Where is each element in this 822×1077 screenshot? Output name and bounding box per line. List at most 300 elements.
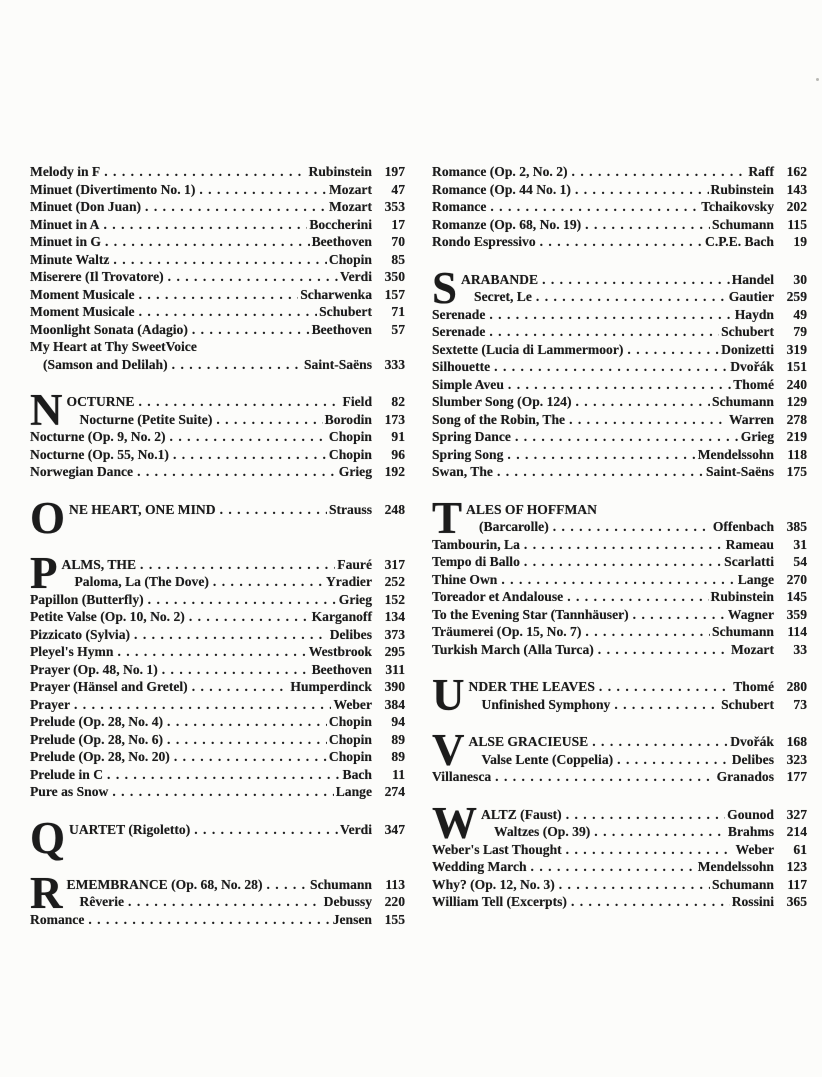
index-block	[432, 262, 807, 481]
entry-title: Minuet (Divertimento No. 1)	[30, 181, 196, 197]
index-entry-row	[30, 463, 405, 481]
entry-composer: Verdi	[340, 821, 372, 837]
index-entry-row	[432, 198, 807, 216]
entry-composer: Rameau	[725, 536, 774, 552]
entry-composer: Beethoven	[311, 321, 372, 337]
index-entry-row	[432, 233, 807, 251]
index-entry-row	[461, 271, 807, 289]
entry-title: Papillon (Butterfly)	[30, 591, 144, 607]
dot-leader	[139, 286, 299, 304]
dot-leader	[216, 411, 322, 429]
entry-page-number: 373	[384, 626, 405, 642]
dot-leader	[192, 321, 310, 339]
dot-leader	[575, 181, 709, 199]
dot-leader	[173, 446, 327, 464]
index-entry-row	[30, 731, 405, 749]
entry-page-number: 248	[384, 501, 405, 517]
entry-page-number: 73	[793, 696, 807, 712]
index-entry-row	[30, 303, 405, 321]
entry-title: Romance (Op. 2, No. 2)	[432, 164, 568, 179]
entry-composer: Delibes	[329, 626, 372, 642]
entry-composer: Weber	[735, 841, 774, 857]
entry-title: Moment Musicale	[30, 304, 135, 319]
index-entry-row	[432, 641, 807, 659]
section-dropcap-p: P	[30, 547, 57, 598]
entry-page-number: 390	[384, 679, 405, 694]
dot-leader	[515, 428, 739, 446]
entry-composer: Thomé	[733, 679, 774, 694]
entry-title: Prayer	[30, 696, 70, 712]
entry-page-number: 79	[793, 324, 807, 339]
entry-page-number: 259	[786, 289, 807, 304]
entry-page-number: 94	[391, 714, 405, 729]
entry-title: Nocturne (Petite Suite)	[79, 411, 213, 427]
index-entry-row	[67, 876, 406, 894]
dot-leader	[497, 463, 704, 481]
index-entry-row	[30, 661, 405, 679]
dot-leader	[542, 271, 730, 289]
entry-composer: Haydn	[734, 306, 774, 322]
section-dropcap-v: V	[432, 725, 464, 775]
index-entry-row	[432, 841, 807, 859]
dot-leader	[74, 696, 331, 714]
index-columns	[30, 163, 807, 948]
entry-page-number: 96	[391, 446, 405, 462]
index-block	[30, 867, 405, 929]
entry-page-number: 280	[786, 679, 807, 694]
entry-title: Valse Lente (Coppelia)	[481, 751, 614, 767]
entry-page-number: 54	[793, 554, 807, 569]
entry-title: Song of the Robin, The	[432, 411, 566, 427]
index-entry-row	[30, 338, 405, 356]
entry-title: Romance	[30, 911, 85, 927]
entry-composer: Beethoven	[311, 661, 372, 677]
entry-composer: Scharwenka	[300, 286, 372, 302]
entry-page-number: 152	[384, 591, 405, 607]
entry-title: Turkish March (Alla Turca)	[432, 641, 594, 657]
index-entry-row	[481, 823, 807, 841]
entry-composer: Offenbach	[712, 519, 774, 534]
index-entry-row	[432, 588, 807, 606]
entry-composer: Granados	[716, 769, 774, 784]
entry-title: Silhouette	[432, 359, 491, 374]
entry-title: Serenade	[432, 306, 486, 322]
entry-page-number: 365	[786, 894, 807, 909]
entry-composer: Mendelssohn	[697, 446, 774, 462]
entry-composer: Lange	[335, 784, 372, 799]
entry-composer: Schubert	[319, 304, 372, 319]
entry-page-number: 31	[793, 536, 807, 552]
dot-leader	[598, 641, 729, 659]
entry-title: Thine Own	[432, 571, 498, 587]
entry-title: Rêverie	[79, 894, 125, 909]
entry-title: Nocturne (Op. 55, No.1)	[30, 446, 169, 462]
entry-title: EMEMBRANCE (Op. 68, No. 28)	[66, 876, 263, 892]
entry-title: Träumerei (Op. 15, No. 7)	[432, 624, 582, 639]
entry-composer: Saint-Saëns	[706, 464, 774, 479]
entry-page-number: 118	[787, 446, 807, 462]
index-entry-row	[30, 766, 405, 784]
dot-leader	[167, 731, 327, 749]
entry-title: Moonlight Sonata (Adagio)	[30, 321, 188, 337]
entry-composer: Grieg	[338, 464, 372, 479]
dot-leader	[107, 766, 341, 784]
dot-leader	[168, 268, 338, 286]
entry-title: Sextette (Lucia di Lammermoor)	[432, 341, 624, 357]
entry-composer: Chopin	[328, 714, 372, 729]
entry-composer: Donizetti	[721, 341, 774, 357]
entry-page-number: 115	[787, 216, 807, 232]
entry-title: Romanze (Op. 68, No. 19)	[432, 216, 582, 232]
entry-page-number: 192	[384, 464, 405, 479]
entry-title: Slumber Song (Op. 124)	[432, 394, 572, 409]
index-entry-row	[466, 518, 807, 536]
index-entry-row	[432, 216, 807, 234]
dot-leader	[199, 181, 327, 199]
index-entry-row	[30, 216, 405, 234]
entry-composer: Schumann	[712, 624, 774, 639]
entry-page-number: 11	[392, 766, 405, 782]
entry-page-number: 327	[786, 806, 807, 822]
index-entry-row	[466, 501, 807, 519]
entry-composer: Rubinstein	[710, 181, 774, 197]
entry-page-number: 85	[391, 251, 405, 267]
entry-title: Villanesca	[432, 769, 492, 784]
entry-composer: Grieg	[338, 591, 372, 607]
entry-title: Tempo di Ballo	[432, 554, 520, 569]
dot-leader	[633, 606, 726, 624]
entry-page-number: 117	[787, 876, 807, 892]
index-entry-row	[30, 198, 405, 216]
entry-page-number: 295	[384, 644, 405, 659]
index-block	[432, 725, 807, 786]
dot-leader	[501, 571, 735, 589]
dot-leader	[567, 588, 708, 606]
section-dropcap-w: W	[432, 797, 476, 848]
dot-leader	[105, 233, 310, 251]
entry-title: Miserere (Il Trovatore)	[30, 269, 164, 284]
index-entry-row	[432, 446, 807, 464]
index-entry-row	[481, 806, 807, 824]
index-entry-row	[461, 288, 807, 306]
entry-title: Nocturne (Op. 9, No. 2)	[30, 429, 166, 444]
entry-page-number: 157	[384, 286, 405, 302]
entry-composer: Raff	[748, 164, 774, 179]
entry-title: Simple Aveu	[432, 376, 504, 392]
index-entry-row	[30, 446, 405, 464]
entry-title: Minuet in G	[30, 234, 101, 249]
entry-title: Toreador et Andalouse	[432, 589, 564, 604]
entry-title: Minuet in A	[30, 216, 100, 232]
dot-leader	[170, 428, 327, 446]
dot-leader	[490, 198, 699, 216]
index-block	[30, 492, 405, 543]
dot-leader	[572, 163, 747, 181]
index-entry-row	[432, 571, 807, 589]
index-entry-row	[432, 181, 807, 199]
dot-leader	[489, 306, 732, 324]
section-dropcap-t: T	[432, 492, 462, 543]
entry-page-number: 319	[786, 341, 807, 357]
entry-page-number: 252	[384, 574, 405, 589]
entry-composer: Scarlatti	[724, 554, 774, 569]
dot-leader	[104, 163, 306, 181]
dot-leader	[566, 806, 725, 824]
index-entry-row	[432, 893, 807, 911]
entry-page-number: 70	[391, 234, 405, 249]
index-entry-row	[432, 606, 807, 624]
entry-composer: Mozart	[328, 181, 372, 197]
entry-composer: Mozart	[328, 199, 372, 214]
entry-page-number: 57	[391, 321, 405, 337]
dot-leader	[531, 858, 696, 876]
entry-page-number: 71	[391, 304, 405, 319]
entry-title: Prelude in C	[30, 766, 104, 782]
index-column	[432, 163, 807, 948]
entry-page-number: 270	[786, 571, 807, 587]
index-block	[432, 797, 807, 911]
index-entry-row	[30, 428, 405, 446]
entry-page-number: 61	[793, 841, 807, 857]
dot-leader	[134, 626, 328, 644]
entry-title: ALMS, THE	[61, 556, 137, 572]
entry-composer: Schumann	[712, 394, 774, 409]
dot-leader	[128, 893, 322, 911]
entry-title: Wedding March	[432, 859, 527, 874]
index-entry-row	[62, 556, 406, 574]
entry-composer: Grieg	[740, 429, 774, 444]
index-entry-row	[30, 748, 405, 766]
entry-page-number: 219	[786, 429, 807, 444]
dot-leader	[174, 748, 327, 766]
entry-title: Romance (Op. 44 No. 1)	[432, 181, 571, 197]
entry-page-number: 317	[384, 556, 405, 572]
entry-page-number: 89	[391, 731, 405, 747]
dot-leader	[88, 911, 330, 929]
index-entry-row	[432, 323, 807, 341]
entry-page-number: 323	[786, 751, 807, 767]
index-entry-row	[432, 858, 807, 876]
index-entry-row	[432, 306, 807, 324]
dot-leader	[167, 713, 327, 731]
section-dropcap-r: R	[30, 867, 62, 918]
entry-composer: Delibes	[731, 751, 774, 767]
entry-composer: Beethoven	[311, 234, 372, 249]
entry-composer: Karganoff	[311, 609, 372, 624]
entry-composer: Mendelssohn	[697, 859, 774, 874]
index-entry-row	[30, 286, 405, 304]
dot-leader	[489, 323, 719, 341]
entry-title: Pizzicato (Sylvia)	[30, 626, 131, 642]
entry-title: Norwegian Dance	[30, 464, 134, 479]
entry-title: Petite Valse (Op. 10, No. 2)	[30, 609, 185, 624]
dot-leader	[524, 536, 724, 554]
index-entry-row	[432, 553, 807, 571]
entry-composer: Lange	[737, 571, 774, 587]
entry-title: Waltzes (Op. 39)	[494, 824, 591, 839]
entry-page-number: 82	[391, 394, 405, 409]
dot-leader	[140, 556, 335, 574]
entry-title: Prayer (Op. 48, No. 1)	[30, 661, 158, 677]
dot-leader	[194, 821, 338, 839]
index-entry-row	[432, 463, 807, 481]
entry-page-number: 173	[384, 411, 405, 427]
dot-leader	[162, 661, 310, 679]
entry-title: Unfinished Symphony	[481, 696, 611, 712]
index-block	[432, 163, 807, 251]
entry-composer: Handel	[731, 271, 774, 287]
dot-leader	[599, 678, 731, 696]
entry-composer: Wagner	[727, 606, 774, 622]
entry-page-number: 134	[384, 609, 405, 624]
entry-composer: Jensen	[332, 911, 372, 927]
index-block	[30, 385, 405, 481]
entry-composer: C.P.E. Bach	[705, 234, 774, 249]
section-dropcap-q: Q	[30, 812, 65, 863]
entry-page-number: 17	[391, 216, 405, 232]
index-entry-row	[432, 768, 807, 786]
entry-title: ALES OF HOFFMAN	[466, 501, 597, 517]
entry-page-number: 129	[786, 394, 807, 409]
index-entry-row	[432, 536, 807, 554]
index-block	[30, 163, 405, 373]
dot-leader	[220, 501, 327, 519]
entry-composer: Chopin	[328, 251, 372, 267]
dot-leader	[113, 251, 327, 269]
entry-page-number: 274	[384, 784, 405, 799]
entry-title: (Barcarolle)	[479, 519, 549, 534]
dot-leader	[585, 216, 710, 234]
entry-page-number: 385	[786, 519, 807, 534]
entry-composer: Debussy	[323, 894, 372, 909]
index-entry-row	[432, 411, 807, 429]
entry-title: Prelude (Op. 28, No. 20)	[30, 749, 170, 764]
entry-composer: Rubinstein	[710, 589, 774, 604]
entry-composer: Fauré	[337, 556, 372, 572]
index-entry-row	[67, 411, 406, 429]
dot-leader	[540, 233, 703, 251]
entry-composer: Chopin	[328, 731, 372, 747]
index-entry-row	[30, 321, 405, 339]
section-dropcap-o: O	[30, 492, 65, 543]
entry-page-number: 162	[786, 164, 807, 179]
index-entry-row	[432, 623, 807, 641]
index-entry-row	[432, 163, 807, 181]
entry-composer: Tchaikovsky	[701, 199, 774, 214]
entry-composer: Yradier	[325, 574, 372, 589]
entry-title: Minute Waltz	[30, 251, 110, 267]
index-entry-row	[30, 251, 405, 269]
index-entry-row	[30, 713, 405, 731]
entry-title: Rondo Espressivo	[432, 234, 536, 249]
dot-leader	[138, 393, 340, 411]
entry-title: NDER THE LEAVES	[468, 679, 595, 694]
dot-leader	[192, 678, 289, 696]
index-entry-row	[469, 733, 808, 751]
dot-leader	[553, 518, 711, 536]
section-dropcap-s: S	[432, 262, 457, 313]
entry-page-number: 145	[786, 589, 807, 604]
scan-speck	[816, 78, 819, 81]
entry-page-number: 220	[384, 894, 405, 909]
entry-title: ALSE GRACIEUSE	[468, 734, 589, 749]
entry-page-number: 333	[384, 356, 405, 372]
entry-composer: Humperdinck	[290, 679, 372, 694]
index-entry-row	[432, 393, 807, 411]
dot-leader	[592, 733, 728, 751]
dot-leader	[104, 216, 308, 234]
entry-page-number: 350	[384, 269, 405, 284]
entry-title: My Heart at Thy SweetVoice	[30, 339, 197, 354]
entry-page-number: 202	[786, 199, 807, 214]
entry-title: Weber's Last Thought	[432, 841, 562, 857]
index-entry-row	[432, 358, 807, 376]
entry-page-number: 123	[786, 859, 807, 874]
section-dropcap-u: U	[432, 670, 464, 720]
entry-page-number: 155	[384, 911, 405, 927]
index-entry-row	[30, 626, 405, 644]
entry-composer: Chopin	[328, 429, 372, 444]
dot-leader	[117, 643, 306, 661]
dot-leader	[494, 358, 728, 376]
entry-title: Tambourin, La	[432, 536, 520, 552]
entry-title: Prayer (Hänsel and Gretel)	[30, 679, 188, 694]
index-entry-row	[469, 678, 808, 696]
index-block	[432, 492, 807, 659]
dot-leader	[189, 608, 310, 626]
entry-composer: Warren	[728, 411, 774, 427]
entry-composer: Gounod	[727, 806, 774, 822]
entry-page-number: 359	[786, 606, 807, 622]
dot-leader	[213, 573, 324, 591]
entry-page-number: 353	[384, 199, 405, 214]
entry-page-number: 214	[786, 824, 807, 839]
entry-composer: Mozart	[730, 641, 774, 657]
entry-composer: Verdi	[340, 269, 372, 284]
entry-page-number: 177	[786, 769, 807, 784]
dot-leader	[614, 696, 719, 714]
dot-leader	[566, 841, 734, 859]
index-entry-row	[30, 356, 405, 374]
entry-title: UARTET (Rigoletto)	[69, 821, 191, 837]
entry-title: Spring Dance	[432, 429, 511, 444]
entry-composer: Schubert	[721, 324, 774, 339]
index-column	[30, 163, 405, 948]
index-entry-row	[30, 643, 405, 661]
entry-title: ALTZ (Faust)	[481, 806, 562, 822]
dot-leader	[571, 893, 730, 911]
index-entry-row	[469, 696, 808, 714]
index-entry-row	[30, 911, 405, 929]
entry-composer: Schubert	[721, 696, 774, 712]
index-entry-row	[30, 608, 405, 626]
entry-title: Pleyel's Hymn	[30, 644, 114, 659]
entry-title: ARABANDE	[461, 271, 539, 287]
index-entry-row	[30, 591, 405, 609]
entry-title: Melody in F	[30, 164, 101, 179]
index-entry-row	[469, 751, 808, 769]
entry-composer: Weber	[333, 696, 372, 712]
dot-leader	[559, 876, 710, 894]
dot-leader	[536, 288, 727, 306]
index-entry-row	[30, 181, 405, 199]
entry-title: (Samson and Delilah)	[43, 356, 168, 372]
index-entry-row	[432, 376, 807, 394]
index-entry-row	[432, 876, 807, 894]
entry-composer: Field	[342, 394, 372, 409]
entry-page-number: 311	[385, 661, 405, 677]
entry-composer: Thomé	[733, 376, 774, 392]
